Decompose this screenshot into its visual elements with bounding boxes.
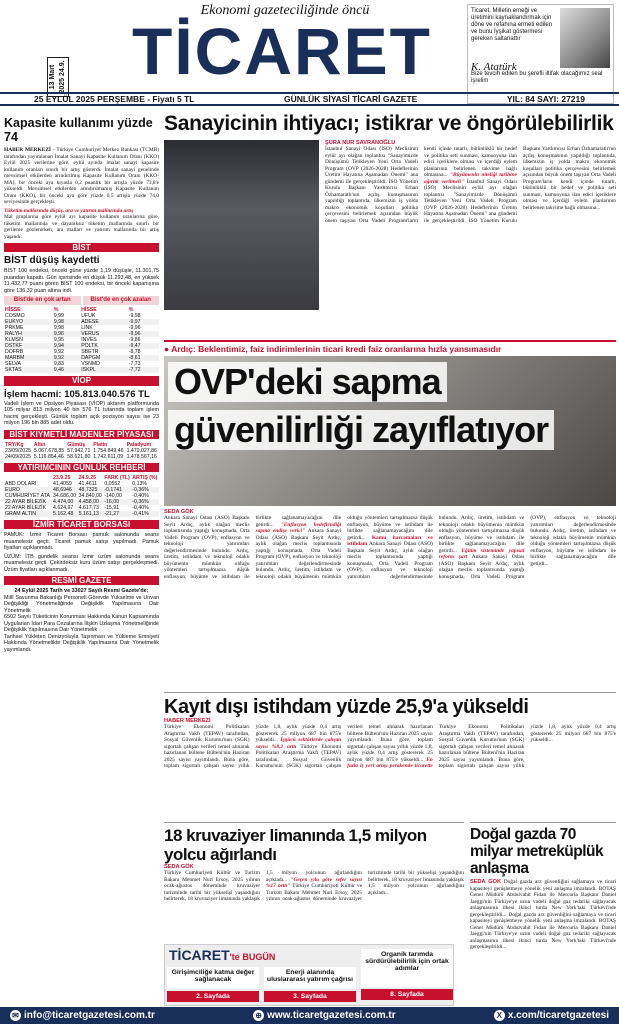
- table-row: [4, 511, 159, 517]
- col-header: Paladyum: [126, 441, 152, 448]
- col-header: %: [128, 307, 134, 314]
- fall-header: Bist'de en çok azalan: [83, 296, 160, 305]
- footer-email[interactable]: ✉ info@ticaretgazetesi.com.tr: [10, 1010, 155, 1021]
- table-cell: -9,96: [128, 331, 141, 338]
- table-cell: 4.617,73: [78, 505, 99, 512]
- table-cell: KLMSN: [5, 337, 23, 344]
- table-cell: -9,98: [128, 313, 141, 320]
- table-cell: LINK: [81, 325, 93, 332]
- col-header: HİSSE: [5, 307, 21, 314]
- table-cell: 48,6946: [53, 487, 72, 494]
- table-cell: 9,92: [53, 355, 64, 362]
- table-cell: INVES: [81, 337, 97, 344]
- gazete-item: 6502 Sayılı Tüketicinin Korunması Hakkında Kanun Kapsamında Uygulanan İdari Para Cezalarına İlişkin Uzlaşma Yönetmeliğinde Değişiklik Yapılmasına Dair Yönetmelik: [4, 614, 159, 634]
- lead-headline: Sanayicinin ihtiyacı; istikrar ve öngörülebilirlik: [164, 112, 614, 135]
- table-cell: 57.942,71: [67, 447, 91, 454]
- promo-item-page: 8. Sayfada: [361, 989, 453, 1000]
- table-cell: 9,96: [53, 331, 64, 338]
- promo-item-text: Enerji alanında uluslararası yatırım çağrısı: [264, 967, 356, 989]
- metals-header: BİST KIYMETLİ MADENLER PİYASASI: [4, 430, 159, 439]
- x-icon: X: [494, 1010, 505, 1021]
- table-cell: EURO: [5, 487, 20, 494]
- gas-story: [470, 822, 616, 1019]
- table-cell: 9,92: [53, 349, 64, 356]
- table-cell: -0,36%: [132, 487, 149, 494]
- table-cell: MARBM: [5, 355, 25, 362]
- issue-date: 25 EYLÜL 2025 PERŞEMBE - Fiyatı 5 TL: [34, 94, 195, 104]
- col-header: 24.9.25: [78, 475, 96, 482]
- lead-byline: ŞURA NUR SAVRANOĞLU: [325, 140, 396, 146]
- ovp-kicker-text: Ardıç: Beklentimiz, faiz indirimlerinin ticari kredi faiz oranlarına hızla yansımasıdır: [171, 344, 502, 354]
- viop-headline: İşlem hacmi: 105.813.040.576 TL: [4, 388, 150, 400]
- table-cell: UFUK: [81, 313, 96, 320]
- gas-byline: SEDA GÖK: [470, 879, 502, 885]
- gas-body: SEDA GÖK Doğal gazda arz güvenliğini sağlamaya ve ticari kapasiteyi genişletmeye yönelik yeni anlaşma imzalandı. BOTAŞ Genel Müdürü Abdulvahit Fidan ile Mercuria Başkanı Daniel Jaeggi'nin Türkiye'ye uzun vadeli doğal gaz tedariki sağlayacak anlaşmasının ilkesi ikinci turda New York'taki Türkevi'nde gerçekleştirildi... Doğal gazda arz güvenliğini sağlamaya ve ticari kapasiteyi genişletmeye yönelik yeni anlaşma imzalandı. BOTAŞ Genel Müdürü Abdulvahit Fidan ile Mercuria Başkanı Daniel Jaeggi'nin Türkiye'ye uzun vadeli doğal gaz tedariki sağlayacak anlaşmasının ilkesi ikinci turda New York'taki Türkevi'nde gerçekleştirildi...: [470, 879, 616, 950]
- table-cell: 9,83: [53, 361, 64, 368]
- ovp-subhead: Kamu harcamaları ve istihdam: [347, 534, 433, 547]
- ataturk-caption: Bize tevcih edilen bu şerefli iltifak olacağımız seal işrelim: [471, 71, 603, 84]
- issue-number: YIL: 84 SAYI: 27219: [506, 94, 585, 104]
- table-cell: 22 AYAR BİLEZİK: [5, 499, 47, 506]
- col-header: TRY/Kg: [5, 441, 24, 448]
- table-cell: 34.840,00: [78, 493, 102, 500]
- ataturk-signature: K. Atatürk: [471, 61, 517, 73]
- table-cell: 9,98: [53, 319, 64, 326]
- promo-logo: TİCARET'te BUGÜN: [169, 947, 276, 963]
- table-cell: -21,27: [104, 511, 120, 518]
- table-cell: DAPGM: [81, 355, 101, 362]
- promo-today: 'te BUGÜN: [229, 952, 276, 962]
- footer-x[interactable]: X x.com/ticaretgazetesi: [494, 1010, 609, 1021]
- table-cell: -9,86: [128, 337, 141, 344]
- table-cell: 34.686,00: [53, 493, 77, 500]
- table-cell: 9,98: [53, 325, 64, 332]
- masthead-slogan: Ekonomi gazeteciliğinde öncü: [200, 3, 370, 18]
- ovp-kicker: ● Ardıç: Beklentimiz, faiz indirimlerinin ticari kredi faiz oranlarına hızla yansımasıdır: [164, 344, 502, 354]
- ovp-photo: [164, 356, 616, 506]
- table-cell: SELVA: [5, 361, 21, 368]
- col-header: 23.9.25: [53, 475, 71, 482]
- table-cell: 41,4059: [53, 481, 72, 488]
- left-column: [4, 112, 159, 986]
- cruise-byline: SEDA GÖK: [164, 864, 194, 870]
- rise-header: Bist'de en çok artan: [4, 296, 81, 305]
- guide-header: YATIRIMCININ GÜNLÜK REHBERİ: [4, 463, 159, 472]
- dateline-bar: [0, 92, 619, 106]
- viop-header: VİOP: [4, 376, 159, 385]
- table-cell: 9,95: [53, 337, 64, 344]
- table-cell: -0,41%: [132, 511, 149, 518]
- email-icon: ✉: [10, 1010, 21, 1021]
- cruise-story: [164, 822, 464, 960]
- table-cell: -9,47: [128, 343, 141, 350]
- today-promo-box: [164, 944, 454, 1006]
- table-cell: PRKME: [5, 325, 24, 332]
- newspaper-logo: TİCARET: [132, 14, 432, 88]
- table-cell: 1.742.611,09: [93, 453, 124, 460]
- employment-story: [164, 692, 616, 834]
- gazete-date: 24 Eylül 2025 Tarih ve 33027 Sayılı Resmi Gazete'de;: [14, 588, 149, 595]
- table-cell: 23/09/2025: [5, 447, 31, 454]
- table-cell: DSTKF: [5, 343, 23, 350]
- table-cell: 9,99: [53, 313, 64, 320]
- table-cell: GRAM ALTIN: [5, 511, 37, 518]
- table-cell: 1.478.567,16: [126, 453, 157, 460]
- table-cell: -7,73: [128, 361, 141, 368]
- promo-item[interactable]: [359, 947, 455, 1007]
- ovp-subhead: Eğitim sisteminde yapısal reform şart: [438, 547, 525, 560]
- capacity-highlight: Tüketim mallarında düşüş, ara ve yatırım mallarında artış: [4, 207, 134, 214]
- table-cell: 58.621,80: [67, 453, 91, 460]
- table-cell: ABD DOLARI: [5, 481, 37, 488]
- table-cell: 1.754.849,46: [93, 447, 124, 454]
- table-cell: ADESE: [81, 319, 99, 326]
- cruise-headline: 18 kruvaziyer limanında 1,5 milyon yolcu ağırlandı: [164, 826, 427, 864]
- ovp-byline: SEDA GÖK: [164, 509, 194, 515]
- table-cell: 41,4611: [78, 481, 98, 488]
- table-cell: -0,1741: [104, 487, 122, 494]
- table-cell: -0,40%: [132, 505, 149, 512]
- table-cell: 5.116.854,46: [33, 453, 64, 460]
- ataturk-quote-box: [467, 4, 614, 104]
- table-cell: -0,40%: [132, 493, 149, 500]
- table-cell: 9,94: [53, 343, 64, 350]
- paper-type: GÜNLÜK SİYASİ TİCARİ GAZETE: [283, 94, 418, 104]
- table-cell: 9,46: [53, 367, 64, 374]
- lead-photo: [164, 140, 319, 310]
- table-cell: -8,78: [128, 349, 141, 356]
- table-cell: 4.458,00: [78, 499, 99, 506]
- ovp-headline-2: güvenilirliği zayıflatıyor: [168, 410, 554, 450]
- table-cell: 0,13%: [132, 481, 147, 488]
- table-cell: 0,0552: [104, 481, 121, 488]
- employment-subhead: En fazla iş yeri artışı perakende ticarette: [347, 756, 433, 769]
- izmir-header: İZMİR TİCARET BORSASI: [4, 520, 159, 529]
- cruise-body: Türkiye Cumhuriyeti Kültür ve Turizm Bakanı Mehmet Nuri Ersoy, 2025 yılının ocak-ağustos döneminde kruvaziyer turizminde tarihi bir yükselişi yaşandığını belirterek, 18 kruvaziyer limanında yaklaşık 1,5 milyon yolcunun ağırlandığını açıkladı... "Geçen yıla göre sefer sayısı %17 arttı" Türkiye Cumhuriyeti Kültür ve Turizm Bakanı Mehmet Nuri Ersoy, 2025 yılının ocak-ağustos döneminde kruvaziyer turizminde tarihi bir yükselişi yaşandığını belirterek, 18 kruvaziyer limanında yaklaşık 1,5 milyon yolcunun ağırlandığını açıkladı...: [164, 870, 464, 902]
- capacity-headline: Kapasite kullanımı yüzde 74: [4, 116, 153, 144]
- table-cell: RALYH: [5, 331, 22, 338]
- table-cell: DOFRB: [5, 349, 24, 356]
- gazete-item: Tarihsel Yükleten Denizyoluyla Taşınması ve Yükleme Emniyeti Hakkında Yönetmelikte Değişiklik Yapılmasına Dair Yönetmelik yayımlandı.: [4, 633, 159, 653]
- col-header: FARK (TL): [104, 475, 130, 482]
- capacity-article: [4, 147, 159, 240]
- table-cell: 4.474,00: [53, 499, 74, 506]
- table-row: [4, 448, 159, 454]
- table-cell: EUKYO: [5, 319, 24, 326]
- capacity-body: - Türkiye Cumhuriyet Merkez Bankası (TCMB) tarafından yayımlanan İmalat Sanayi Kapasite Kullanım Oranı (KKO) Eylül 2025 verilerine göre, eylül ayında imalat sanayi kapasite kullanım oranları sınırlı bir artış gösterdi. İmalat sanayi genelinde mevsimsel etkilerden arındırılmış Kapasite Kullanım Oranı (KKO-MA), bir önceki aya kıyasla 0,2 puanlık bir artışla yüzde 73,8'e yükseldi. Mevsimsel etkilerden arındırılmamış Kapasite Kullanım Oranı (KKO), bir önceki aya göre yüzde 0,5 artışla yüzde 74,0 seviyesinde gerçekleşti.: [4, 147, 159, 205]
- table-cell: VERUS: [81, 331, 100, 338]
- bist-header: BİST: [4, 243, 159, 252]
- table-cell: 1.470.027,86: [126, 447, 157, 454]
- table-cell: -7,72: [128, 367, 141, 374]
- table-cell: -8,61: [128, 355, 141, 362]
- employment-byline: HABER MERKEZİ: [164, 718, 211, 724]
- table-cell: -0,36%: [132, 499, 149, 506]
- gazete-header: RESMİ GAZETE: [4, 576, 159, 585]
- guide-table: [4, 475, 159, 517]
- col-header: Altın: [33, 441, 46, 448]
- ataturk-quote: Ticaret, Milletin emeği ve üretimini kaynaklandırmak için döne ve refahına ermeti edilen ve bunu İyşikat göstermesi gereken saltanattır: [471, 8, 553, 42]
- promo-item-text: Girişimciliğe katma değer sağlanacak: [167, 967, 259, 989]
- table-row: [4, 454, 159, 460]
- table-cell: 5.067.678,85: [33, 447, 65, 454]
- izmir-item: ÜZÜM: İTB gündelik seansı İzmir üzüm salonunda seans muamelesiz geçti. Çekirdeksiz kuru üzüm satışı gerçekleşmedi. Üzüm fiyatları açıklanmadı.: [4, 553, 159, 573]
- col-header: ARTIŞ (%): [132, 475, 158, 482]
- table-cell: ISKPL: [81, 367, 96, 374]
- table-cell: 4.624,97: [53, 505, 74, 512]
- capacity-body2: Mal gruplarına göre eylül ayı kapasite kullanım oranlarına göre, tüketim mallarında ve dayanıksız tüketim mallarında sınırlı bir gerileme gözlenirken, ara malları ve yatırım mallarında bir artış yaşandı.: [4, 214, 159, 240]
- date-stamp: 13 Mart 2025 24.9.: [47, 57, 69, 97]
- table-cell: 5.161,13: [78, 511, 99, 518]
- employment-body: Türkiye Ekonomi Politikaları Araştırma Vakfı (TEPAV) tarafından, Sosyal Güvenlik Kurumu'nun (SGK) sigortalı çalışan verileri temel alınarak hazırlanan bültene Bülteni'nin Haziran 2025 sayısı yayımlandı. Buna göre, toplam sigortalı çalışan sayısı yıllık yüzde 1,8, aylık yüzde 0,4 artış göstererek 25 milyon 687 bin 875'e yükseldi... İşgücü sektörlerde çalışan sayısı %8,2 arttı Türkiye Ekonomi Politikaları Araştırma Vakfı (TEPAV) tarafından, Sosyal Güvenlik Kurumu'nun (SGK) sigortalı çalışan verileri temel alınarak hazırlanan bültene Bülteni'nin Haziran 2025 sayısı yayımlandı. Buna göre, toplam sigortalı çalışan sayısı yıllık yüzde 1,8, aylık yüzde 0,4 artış göstererek 25 milyon 687 bin 875'e yükseldi... En fazla iş yeri artışı perakende ticarette Türkiye Ekonomi Politikaları Araştırma Vakfı (TEPAV) tarafından, Sosyal Güvenlik Kurumu'nun (SGK) sigortalı çalışan verileri temel alınarak hazırlanan bültene Bülteni'nin Haziran 2025 sayısı yayımlandı. Buna göre, toplam sigortalı çalışan sayısı yıllık yüzde 1,8, aylık yüzde 0,4 artış göstererek 25 milyon 687 bin 875'e yükseldi...: [164, 724, 616, 769]
- table-cell: -140,00: [104, 493, 122, 500]
- capacity-byline: HABER MERKEZİ: [4, 147, 52, 153]
- gazete-item: Millî Savunma Bakanlığı Personeli Görevde Yükselme ve Unvan Değişikliği Yönetmeliğinde Değişiklik Yapılmasına Dair Yönetmelik: [4, 594, 159, 614]
- table-cell: -15,91: [104, 505, 120, 512]
- viop-body: Vadeli İşlem ve Opsiyon Piyasası (VİOP) aktarım platformunda 105 milyar 813 milyon 40 bin 576 TL tutarında toplam işlem hacmi gerçekleşti. Günlük toplam açık pozisyon sayısı ise 23 milyon 196 bin 885 adet oldu.: [4, 400, 159, 427]
- ovp-subhead: "Enflasyon hedeflendiği sapma endişe verici": [255, 521, 342, 534]
- promo-item-page: 3. Sayfada: [264, 991, 356, 1002]
- col-header: %: [53, 307, 59, 314]
- table-cell: VSNMD: [81, 361, 100, 368]
- col-header: Platin: [93, 441, 108, 448]
- table-cell: -16,00: [104, 499, 120, 506]
- table-cell: 5.162,48: [53, 511, 74, 518]
- employment-headline: Kayıt dışı istihdam yüzde 25,9'a yükseldi: [164, 696, 529, 718]
- bist-headline: BİST düşüş kaydetti: [4, 255, 100, 267]
- ovp-story: [164, 340, 616, 665]
- ovp-body: Ankara Sanayi Odası (ASO) Başkanı Seyit Ardıç, aylık olağan meclis toplantısında yaptığı konuşmada, Orta Vadeli Program (OVP), enflasyon ve teknoloji yatırımları değerlendirmesinde bulundu. Ardıç, üretim, istihdam ve teknoloji odaklı büyümenin mümkün olduğu yöntemleri tartışılmazsa düşük enflasyon, büyüme ve istihdam ile birlikte sağlanamayacağını dile getirdi... "Enflasyon hedeflendiği sapma endişe verici" Ankara Sanayi Odası (ASO) Başkanı Seyit Ardıç, aylık olağan meclis toplantısında yaptığı konuşmada, Orta Vadeli Program (OVP), enflasyon ve teknoloji yatırımları değerlendirmesinde bulundu. Ardıç, üretim, istihdam ve teknoloji odaklı büyümenin mümkün olduğu yöntemleri tartışılmazsa düşük enflasyon, büyüme ve istihdam ile birlikte sağlanamayacağını dile getirdi... Kamu harcamaları ve istihdam Ankara Sanayi Odası (ASO) Başkanı Seyit Ardıç, aylık olağan meclis toplantısında yaptığı konuşmada, Orta Vadeli Program (OVP), enflasyon ve teknoloji yatırımları değerlendirmesinde bulundu. Ardıç, üretim, istihdam ve teknoloji odaklı büyümenin mümkün olduğu yöntemleri tartışılmazsa düşük enflasyon, büyüme ve istihdam ile birlikte sağlanamayacağını dile getirdi... Eğitim sisteminde yapısal reform şart Ankara Sanayi Odası (ASO) Başkanı Seyit Ardıç, aylık olağan meclis toplantısında yaptığı konuşmada, Orta Vadeli Program (OVP), enflasyon ve teknoloji yatırımları değerlendirmesinde bulundu. Ardıç, üretim, istihdam ve teknoloji odaklı büyümenin mümkün olduğu yöntemleri tartışılmazsa düşük enflasyon, büyüme ve istihdam ile birlikte sağlanamayacağını dile getirdi...: [164, 515, 616, 580]
- table-cell: POLTK: [81, 343, 98, 350]
- stocks-table: [4, 307, 159, 373]
- table-cell: 24/09/2025: [5, 453, 31, 460]
- table-cell: -9,97: [128, 319, 141, 326]
- cruise-subhead: "Geçen yıla göre sefer sayısı %17 arttı": [266, 876, 362, 889]
- lead-story: [164, 112, 616, 310]
- lead-subhead: "Büyümenin niteliği tarihine ağırlık verilmeli": [424, 172, 517, 185]
- table-cell: COSMO: [5, 313, 25, 320]
- ovp-headline-1: OVP'deki sapma: [168, 362, 447, 402]
- table-cell: 22 AYAR BİLEZİK: [5, 505, 47, 512]
- ataturk-portrait: [560, 8, 610, 68]
- table-row: [4, 367, 159, 373]
- globe-icon: ⊕: [253, 1010, 264, 1021]
- employment-subhead: İşgücü sektörlerde çalışan sayısı %8,2 arttı: [255, 737, 342, 750]
- footer-web[interactable]: ⊕ www.ticaretgazetesi.com.tr: [253, 1010, 396, 1021]
- footer-bar: [0, 1007, 619, 1024]
- promo-item-page: 2. Sayfada: [167, 991, 259, 1002]
- col-header: HİSSE: [81, 307, 97, 314]
- col-header: Gümüş: [67, 441, 86, 448]
- lead-body: İstanbul Sanayi Odası (İSO) Meclisinin eylül ayı olağan toplantısı "Sanayimizde Dönüşümü Tetikleyen Yeni Orta Vadeli Program (OVP (2026-2028) Hedeflerinin Üretim Hayatına Aşamadan Önemi" ana gündemi ile gerçekleştirildi. İSO Yönetim Kurulu Başkanı Yardımcısı Erhan Özhamaratlı'nın açılış konuşmasının yapıldığı toplantıda, ülkemizin iş yolda makro ekonomik koşulları politika çerçevesini belirlemek açısından büyük önem taşıyan Orta Vadeli Program'ların kendi içinde tutarlı, bütünlüklü bir hedef ve politika seti sunması, kamuoyuna ilan edici içeriklere olması ve içerdiği eylem planlarının belirlenen takvime bağlı olmasına... "Büyümenin niteliği tarihine ağırlık verilmeli" İstanbul Sanayi Odası (İSO) Meclisinin eylül ayı olağan toplantısı "Sanayimizde Dönüşümü Tetikleyen Yeni Orta Vadeli Program (OVP (2026-2028) Hedeflerinin Üretim Hayatına Aşamadan Önemi" ana gündemi ile gerçekleştirildi. İSO Yönetim Kurulu Başkanı Yardımcısı Erhan Özhamaratlı'nın açılış konuşmasının yapıldığı toplantıda, ülkemizin iş yolda makro ekonomik koşulları politika çerçevesini belirlemek açısından büyük önem taşıyan Orta Vadeli Program'ların kendi içinde tutarlı, bütünlüklü bir hedef ve politika seti sunması, kamuoyuna ilan edici içeriklere olması ve içerdiği eylem planlarının belirlenen takvime bağlı olmasına...: [325, 146, 616, 224]
- table-cell: SBETR: [81, 349, 99, 356]
- table-cell: -9,96: [128, 325, 141, 332]
- izmir-item: PAMUK: İzmir Ticaret Borsası pamuk salonunda seans muamelesiz geçti. Ticaret pamuk satışı yapılmadı. Pamuk fiyatları açıklanmadı.: [4, 532, 159, 552]
- gas-headline: Doğal gazda 70 milyar metreküplük anlaşma: [470, 826, 604, 877]
- table-cell: CUMHURİYET ATA: [5, 493, 50, 500]
- promo-item-text: Organik tarımda sürdürülebilirlik için ortak adımlar: [361, 949, 453, 987]
- table-cell: 48,7325: [78, 487, 98, 494]
- metals-table: [4, 442, 159, 460]
- table-cell: SKTAS: [5, 367, 22, 374]
- bist-body: BIST 100 endeksi, önceki güne yüzde 1,19 düşüşle, 11.301,75 puandan kapattı. Gün içerisinde en düşük 11.293,48, en yüksek 11.432,77 puanı gören BIST 100 endeksi, bir önceki kapanışına göre 136,32 puan altına indi.: [4, 268, 159, 294]
